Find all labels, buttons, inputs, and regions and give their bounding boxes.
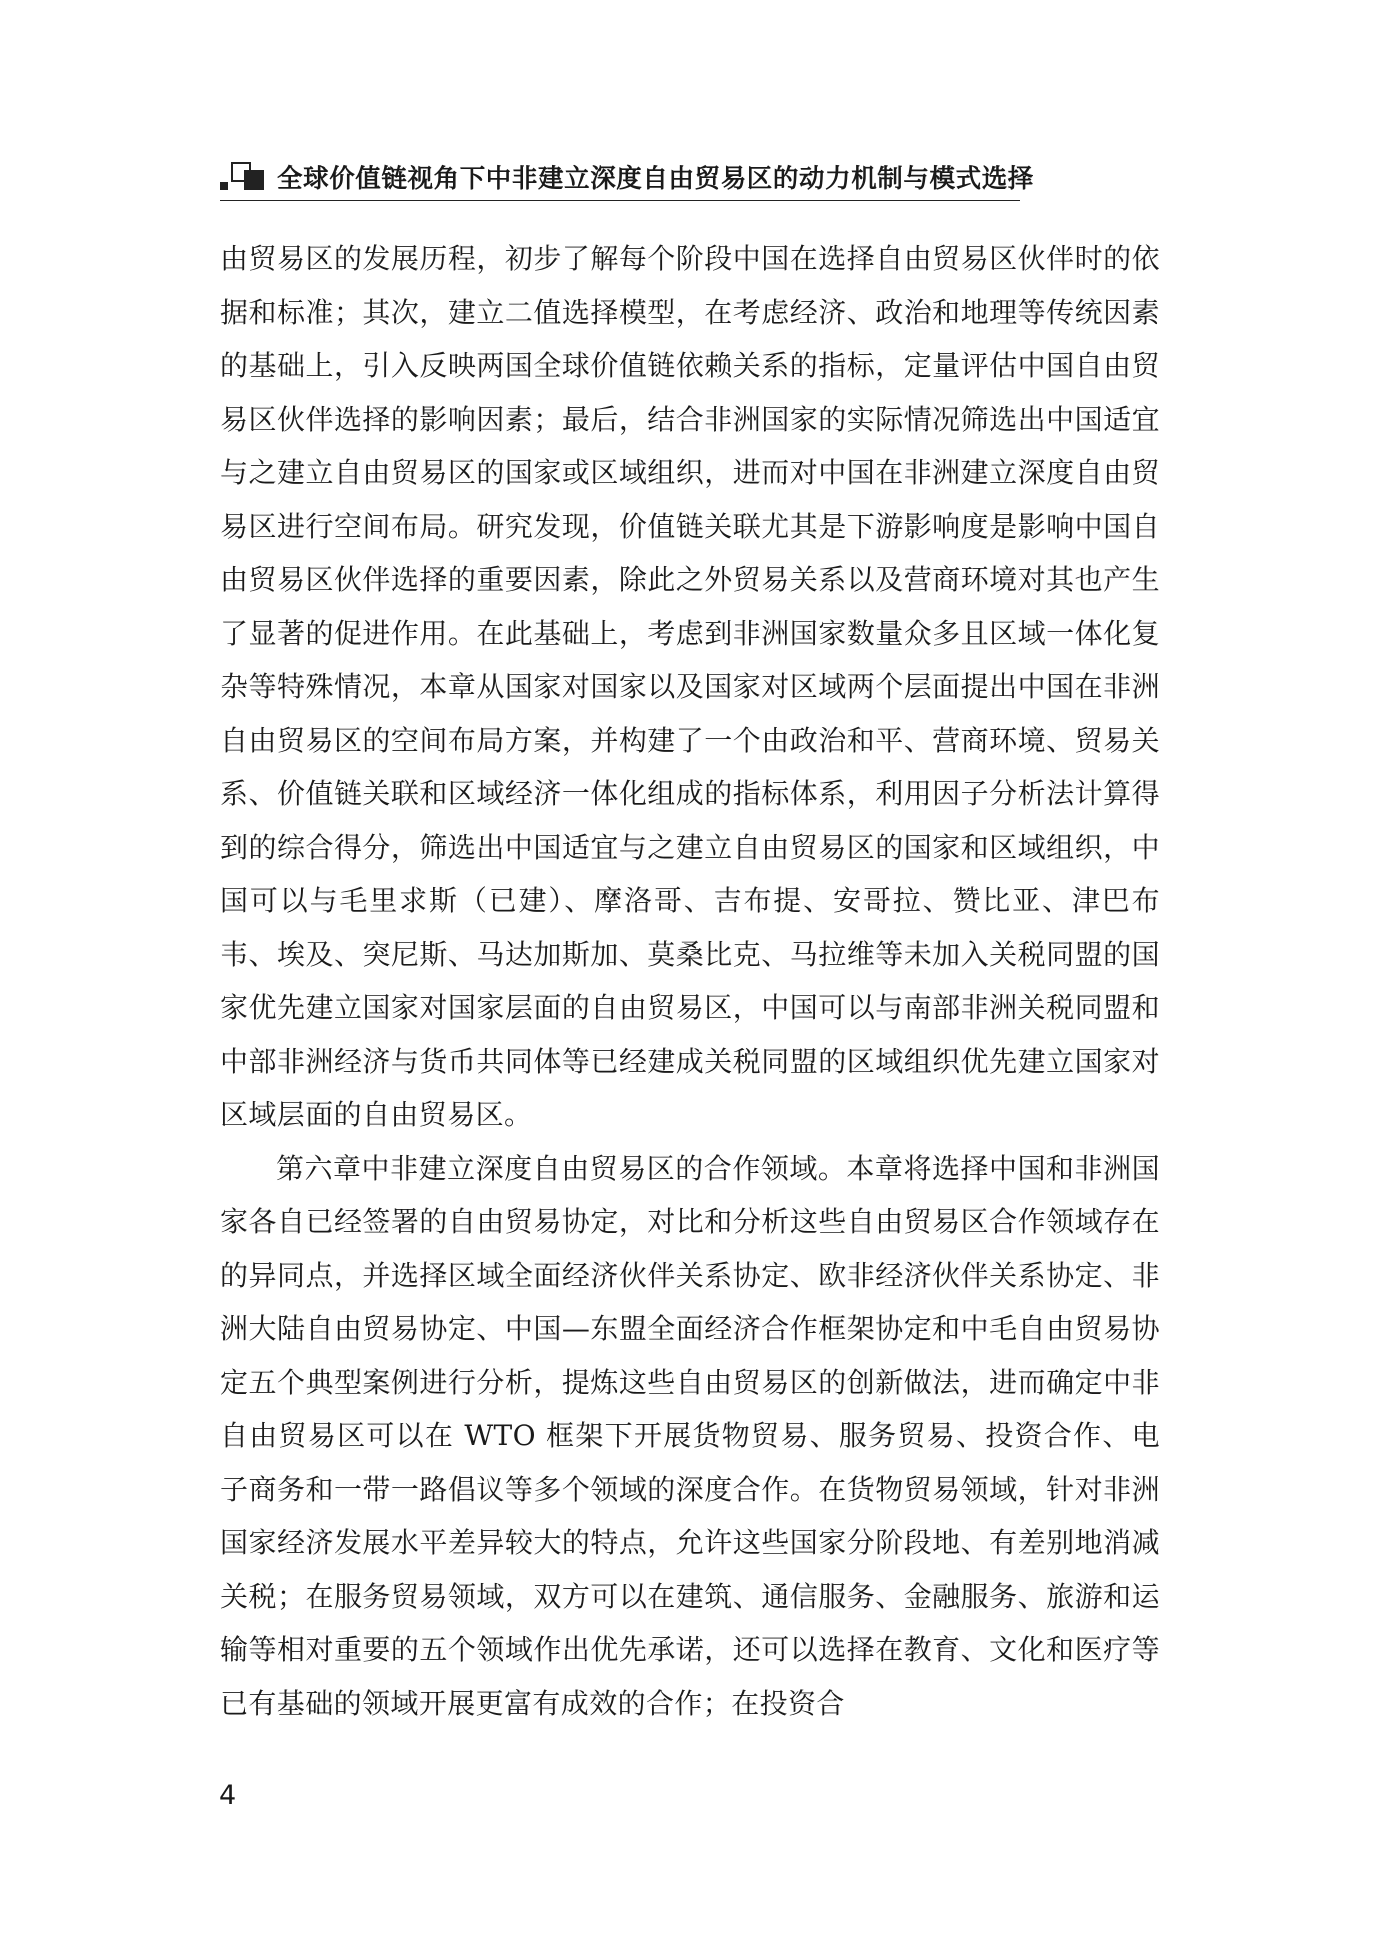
page-number: 4 [219, 1780, 237, 1811]
running-header-title: 全球价值链视角下中非建立深度自由贸易区的动力机制与模式选择 [277, 164, 1034, 194]
body-text [220, 232, 1160, 1730]
header-square-mark-icon [220, 158, 270, 192]
small-square-icon [220, 182, 228, 190]
running-header [220, 150, 1034, 201]
solid-square-icon [244, 170, 264, 190]
paragraph-continued: 由贸易区的发展历程，初步了解每个阶段中国在选择自由贸易区伙伴时的依据和标准；其次，建立二值选择模型，在考虑经济、政治和地理等传统因素的基础上，引入反映两国全球价值链依赖关系的指标，定量评估中国自由贸易区伙伴选择的影响因素；最后，结合非洲国家的实际情况筛选出中国适宜与之建立自由贸易区的国家或区域组织，进而对中国在非洲建立深度自由贸易区进行空间布局。研究发现，价值链关联尤其是下游影响度是影响中国自由贸易区伙伴选择的重要因素，除此之外贸易关系以及营商环境对其也产生了显著的促进作用。在此基础上，考虑到非洲国家数量众多且区域一体化复杂等特殊情况，本章从国家对国家以及国家对区域两个层面提出中国在非洲自由贸易区的空间布局方案，并构建了一个由政治和平、营商环境、贸易关系、价值链关联和区域经济一体化组成的指标体系，利用因子分析法计算得到的综合得分，筛选出中国适宜与之建立自由贸易区的国家和区域组织，中国可以与毛里求斯（已建）、摩洛哥、吉布提、安哥拉、赞比亚、津巴布韦、埃及、突尼斯、马达加斯加、莫桑比克、马拉维等未加入关税同盟的国家优先建立国家对国家层面的自由贸易区，中国可以与南部非洲关税同盟和中部非洲经济与货币共同体等已经建成关税同盟的区域组织优先建立国家对区域层面的自由贸易区。 [220, 242, 1160, 1131]
paragraph-chapter-six: 第六章中非建立深度自由贸易区的合作领域。本章将选择中国和非洲国家各自已经签署的自由贸易协定，对比和分析这些自由贸易区合作领域存在的异同点，并选择区域全面经济伙伴关系协定、欧非经济伙伴关系协定、非洲大陆自由贸易协定、中国—东盟全面经济合作框架协定和中毛自由贸易协定五个典型案例进行分析，提炼这些自由贸易区的创新做法，进而确定中非自由贸易区可以在 WTO 框架下开展货物贸易、服务贸易、投资合作、电子商务和一带一路倡议等多个领域的深度合作。在货物贸易领域，针对非洲国家经济发展水平差异较大的特点，允许这些国家分阶段地、有差别地消减关税；在服务贸易领域，双方可以在建筑、通信服务、金融服务、旅游和运输等相对重要的五个领域作出优先承诺，还可以选择在教育、文化和医疗等已有基础的领域开展更富有成效的合作；在投资合 [220, 1151, 1160, 1720]
